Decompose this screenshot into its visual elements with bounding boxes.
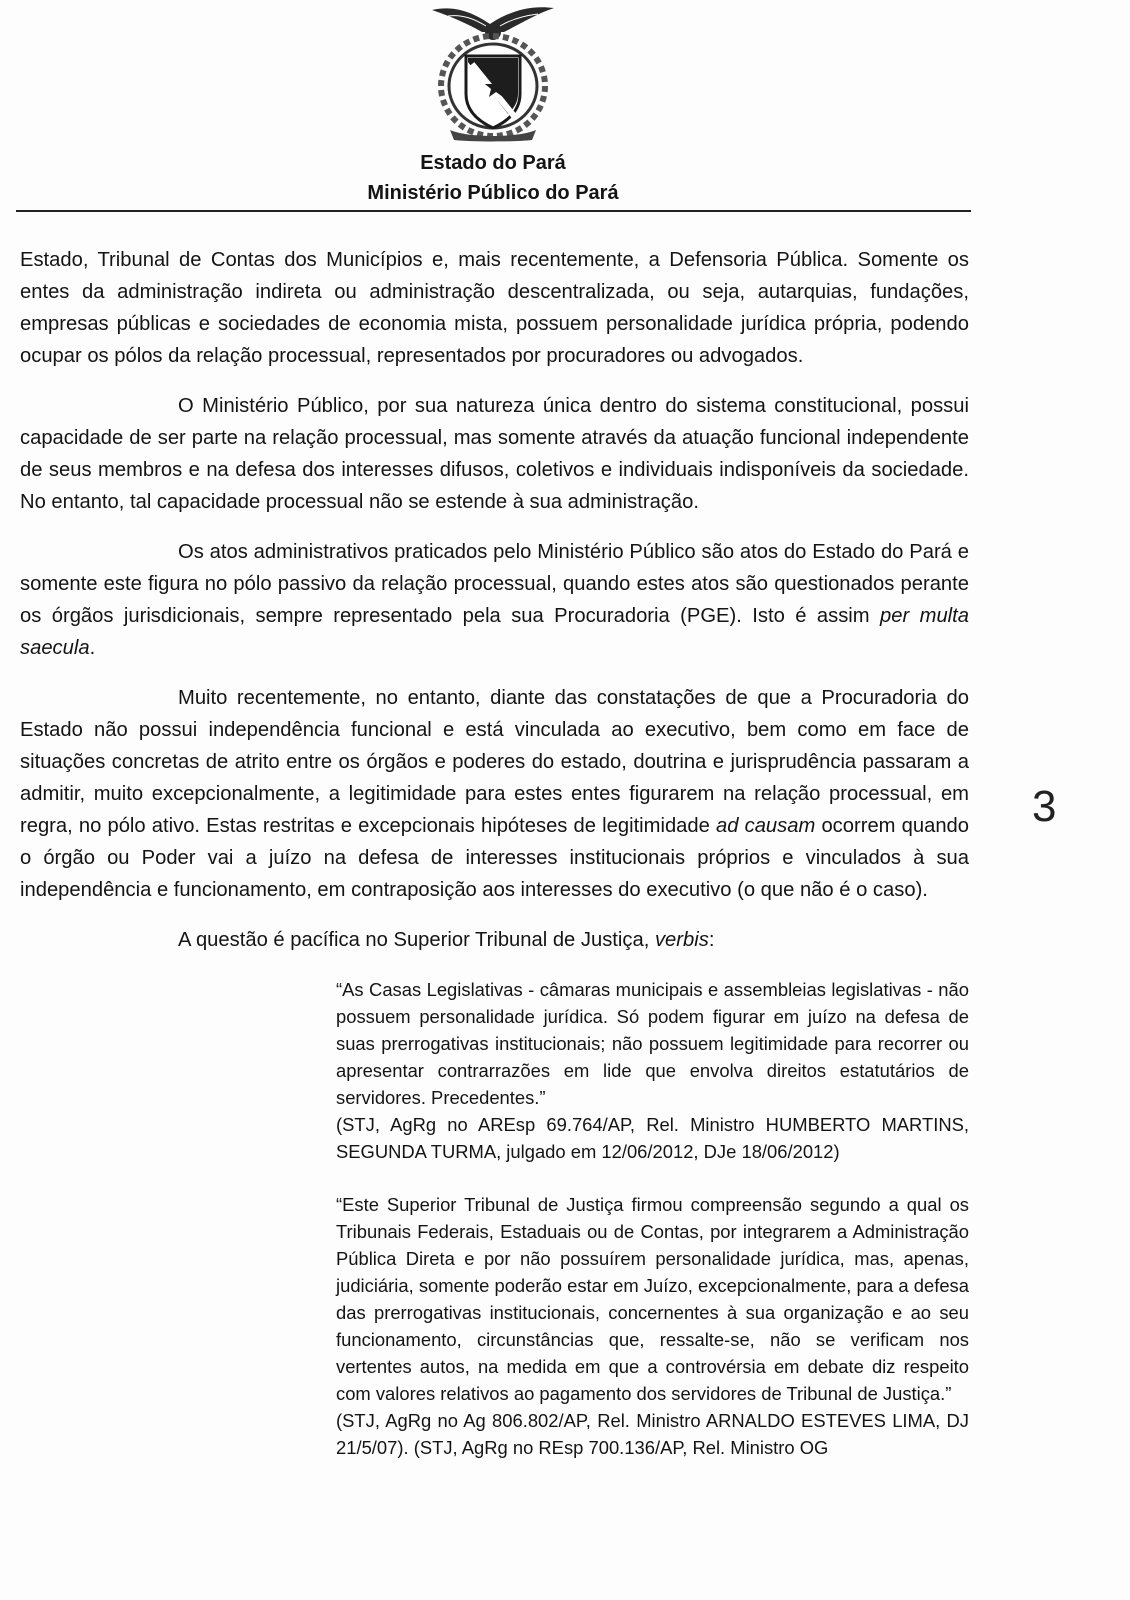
paragraph-1: Estado, Tribunal de Contas dos Municípios e, mais recentemente, a Defensoria Pública. Somente os entes da administração indireta ou administração descentralizada, ou seja, autarquias, fundações, empresas públicas e sociedades de economia mista, possuem personalidade jurídica própria, podendo ocupar os pólos da relação processual, representados por procuradores ou advogados. bbox=[20, 249, 969, 367]
quote-spacer bbox=[20, 1165, 969, 1191]
paragraph-5-end: : bbox=[708, 929, 715, 951]
block-quote-1 bbox=[336, 976, 969, 1165]
paragraph-3-latin-phrase: per multa saecula bbox=[20, 605, 969, 659]
header-agency-name: Ministério Público do Pará bbox=[367, 182, 619, 204]
coat-of-arms-icon bbox=[428, 2, 558, 142]
quote-1-citation: (STJ, AgRg no AREsp 69.764/AP, Rel. Ministro HUMBERTO MARTINS, SEGUNDA TURMA, julgado em 12/06/2012, DJe 18/06/2012) bbox=[336, 1114, 969, 1162]
header-state-name: Estado do Pará bbox=[420, 152, 566, 174]
document-body bbox=[20, 244, 969, 1461]
quote-2-citation: (STJ, AgRg no Ag 806.802/AP, Rel. Ministro ARNALDO ESTEVES LIMA, DJ 21/5/07). (STJ, AgRg no REsp 700.136/AP, Rel. Ministro OG bbox=[336, 1410, 969, 1458]
paragraph-2: O Ministério Público, por sua natureza única dentro do sistema constitucional, possui capacidade de ser parte na relação processual, mas somente através da atuação funcional independente de seus membros e na defesa dos interesses difusos, coletivos e individuais indisponíveis da sociedade. No entanto, tal capacidade processual não se estende à sua administração. bbox=[20, 395, 969, 513]
quote-2-text: “Este Superior Tribunal de Justiça firmou compreensão segundo a qual os Tribunais Federais, Estaduais ou de Contas, por integrarem a Administração Pública Direta e por não possuírem personalidade jurídica, mas, apenas, judiciária, somente poderão estar em Juízo, excepcionalmente, para a defesa das prerrogativas institucionais, concernentes à sua organização e ao seu funcionamento, circunstâncias que, ressalte-se, não se verificam nos vertentes autos, na medida em que a controvérsia em debate diz respeito com valores relativos ao pagamento dos servidores de Tribunal de Justiça.” bbox=[336, 1194, 969, 1404]
page-number: 3 bbox=[1032, 782, 1057, 831]
paragraph-5 bbox=[20, 924, 969, 956]
paragraph-3-end: . bbox=[89, 637, 96, 659]
paragraph-4-latin-phrase: ad causam bbox=[716, 815, 816, 837]
paragraph-4 bbox=[20, 682, 969, 906]
paragraph-3 bbox=[20, 536, 969, 664]
paragraph-5-latin-word: verbis bbox=[654, 929, 709, 951]
paragraph-4-text: Muito recentemente, no entanto, diante das constatações de que a Procuradoria do Estado não possui independência funcional e está vinculada ao executivo, bem como em face de situações concretas de atrito entre os órgãos e poderes do estado, doutrina e jurisprudência passaram a admitir, muito excepcionalmente, a legitimidade para estes entes figurarem na relação processual, em regra, no pólo ativo. Estas restritas e excepcionais hipóteses de legitimidade bbox=[20, 687, 969, 837]
paragraph-4-end: ocorrem quando o órgão ou Poder vai a juízo na defesa de interesses institucionais próprios e vinculados à sua independência e funcionamento, em contraposição aos interesses do executivo (o que não é o caso). bbox=[20, 815, 970, 901]
paragraph-5-text: A questão é pacífica no Superior Tribunal de Justiça, bbox=[178, 929, 655, 951]
quote-1-text: “As Casas Legislativas - câmaras municipais e assembleias legislativas - não possuem personalidade jurídica. Só podem figurar em juízo na defesa de suas prerrogativas institucionais; não possuem legitimidade para recorrer ou apresentar contrarrazões em lide que envolva direitos estatutários de servidores. Precedentes.” bbox=[336, 979, 969, 1108]
header-divider bbox=[16, 210, 971, 212]
block-quote-2 bbox=[336, 1191, 969, 1461]
paragraph-3-text: Os atos administrativos praticados pelo Ministério Público são atos do Estado do Pará e somente este figura no pólo passivo da relação processual, quando estes atos são questionados perante os órgãos jurisdicionais, sempre representado pela sua Procuradoria (PGE). Isto é assim bbox=[20, 541, 969, 627]
